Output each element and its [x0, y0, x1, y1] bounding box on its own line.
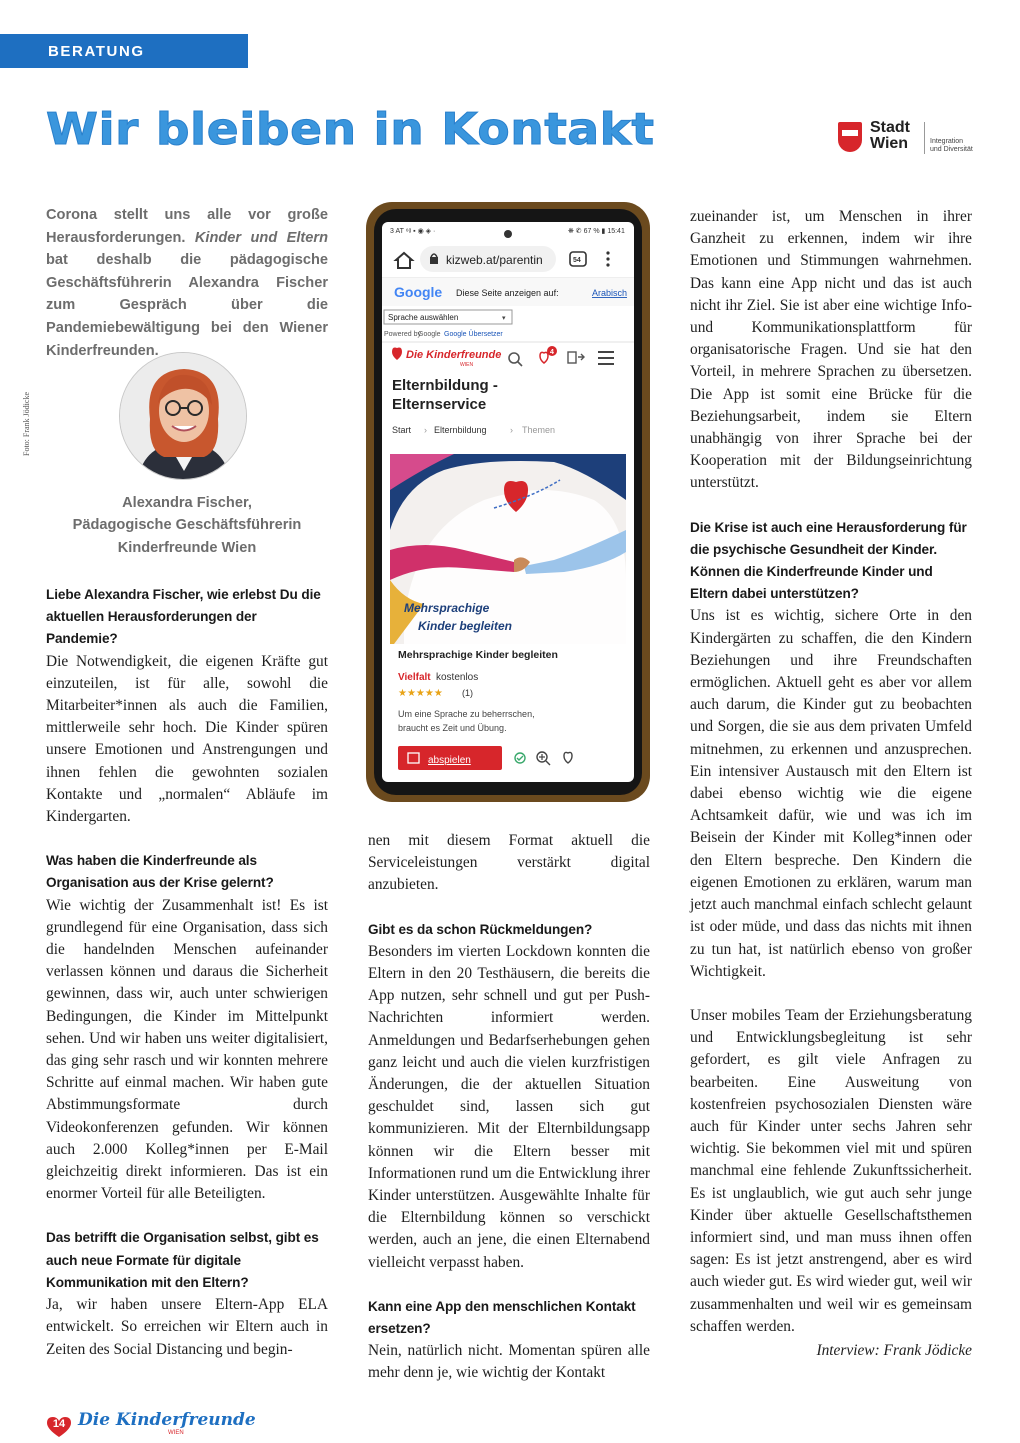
status-left: 3 AT ⁶ᵍ ▪ ◉ ◈ · [390, 228, 436, 235]
portrait-caption [46, 492, 328, 559]
card-desc-line1: Um eine Sprache zu beherrschen, [398, 709, 535, 719]
vienna-shield-icon [838, 122, 862, 152]
answer: Die Notwendigkeit, die eigenen Kräfte gut einzuteilen, ist für alle, sowohl die Mitarbeiter*innen als auch die Familien, mittlerweile sehr hoch. Die Kinder spüren unsere Emotionen und Anstrengungen und ihnen fehlen die gewohnten sozialen Kontakte und „normalen“ Abläufe im Kindergarten. [46, 652, 328, 826]
card-desc-line2: braucht es Zeit und Übung. [398, 723, 507, 733]
answer: Unser mobiles Team der Erziehungsberatung und Entwicklungsbegleitung ist sehr gefordert, es gilt viele Anfragen zu bearbeiten. Eine Ausweitung von kostenfreien psychosozialen Diensten wäre auch für Kinder unter sechs Jahren sehr wichtig. Sie bekommen viel mit und spüren manchmal eine fehlende Zukunftssicherheit. Es ist unglaublich, wie gut auch sehr junge Kinder über aktuelle Gesellschaftsthemen informiert sind, und man muss ihnen offen sagen: Es ist jetzt anstrengend, aber es wird auch wieder gut. Es wird wieder gut, weil wir zusammenhalten und weil wir es gemeinsam schaffen werden. [690, 1006, 972, 1335]
card-price: kostenlos [436, 672, 479, 683]
breadcrumb-elternbildung[interactable]: Elternbildung [434, 425, 487, 435]
answer: Uns ist es wichtig, sichere Orte in den Kindergärten zu schaffen, die den Kindern Beziehungen und ihre Freundschaften ermöglichen. Aktuell geht es aber vor allem auch darum, die Kinder gut zu beobachten und Sorgen, die sie aus dem privaten Umfeld mitnehmen, zu erkennen und anzusprechen. Ein intensiver Austausch mit den Eltern ist dabei ebenso wichtig wie die eigene Achtsamkeit dafür, wie und was ich im Beisein der Kinder mit Kolleg*innen oder den Eltern bespreche. Den Kindern die eigenen Emotionen zu erklären, warum man jetzt auch manchmal einfach schlecht gelaunt ist oder müde, und dass das nichts mit ihnen zu tun hat, ist natürlich ebenso von großer Wichtigkeit. [690, 607, 972, 980]
logo-city-name: Stadt Wien [870, 119, 910, 152]
footer-brand-sub: WIEN [168, 1430, 184, 1436]
interview-credit: Interview: Frank Jödicke [816, 1342, 972, 1359]
translate-prompt: Diese Seite anzeigen auf: [456, 288, 559, 298]
question: Gibt es da schon Rückmeldungen? [368, 921, 593, 937]
phone-photo [364, 200, 652, 804]
breadcrumb-themen: Themen [522, 425, 556, 435]
site-brand: Die Kinderfreunde [406, 349, 502, 361]
footer-brand: Die Kinderfreunde [78, 1410, 256, 1430]
caption-name: Alexandra Fischer, [122, 495, 252, 511]
rating-count: (1) [462, 688, 473, 698]
powered-by-label: Powered by [384, 331, 421, 338]
svg-text:›: › [424, 425, 427, 435]
answer-continued: zueinander ist, um Menschen in ihrer Ganzheit zu erkennen, indem wir ihre Emotionen und Stimmungen wahrnehmen. Das kann eine App nicht und das ist auch nicht ihr Ziel. Sie ist aber eine wichtige Info- und Kommunikationsplattform für organisatorische Fragen. Und sie hat den Vorteil, in mehrere Sprachen zu übersetzen. Die App ist somit eine Brücke für die Beziehungsarbeit, indem sie Eltern unabhängig von ihrer Sprache bei der Kooperation mit der Bildungseinrichtung unterstützt. [690, 208, 972, 492]
stadt-wien-logo [838, 118, 978, 162]
svg-text:›: › [510, 425, 513, 435]
tabs-count: 54 [573, 257, 581, 264]
portrait-illustration [120, 353, 247, 480]
card-title: Mehrsprachige Kinder begleiten [398, 649, 558, 661]
question: Kann eine App den menschlichen Kontakt ersetzen? [368, 1298, 636, 1337]
question: Das betrifft die Organisation selbst, gibt es auch neue Formate für digitale Kommunikation mit den Eltern? [46, 1230, 319, 1290]
phone-screenshot [364, 200, 652, 804]
answer: Wie wichtig der Zusammenhalt ist! Es ist grundlegend für eine Organisation, dass sich die handelnden Menschen aufeinander verlassen können und daraus die Sicherheit gewinnen, dass wir, auch unter schwierigen Bedingungen, die Kinder im Mittelpunkt sehen. Und wir haben uns weiter digitalisiert, das ging sehr rasch und wir konnten mehrere Schritte auf einmal machen. Wir haben gute Abstimmungsformate durch Videokonferenzen gefunden. Wir können auch 2.000 Kolleg*innen per E-Mail gleichzeitig direkt informieren. Das ist ein enormer Vorteil für alle Beteiligten. [46, 896, 328, 1203]
column-2 [368, 830, 650, 1385]
google-translate-link[interactable]: Google Übersetzer [444, 331, 503, 338]
caption-role: Pädagogische Geschäftsführerin [72, 517, 302, 534]
banner-title-line1: Mehrsprachige [404, 601, 490, 615]
card-provider: Vielfalt [398, 672, 431, 683]
powered-google: Google [418, 331, 441, 338]
answer: Ja, wir haben unsere Eltern-App ELA entwickelt. So erreichen wir Eltern auch in Zeiten des Social Distancing und begin- [46, 1296, 328, 1358]
page-number: 14 [52, 1418, 66, 1430]
page-title-line1: Elternbildung - [392, 377, 498, 394]
answer: Besonders im vierten Lockdown konnten die Eltern in den 20 Testhäusern, die bereits die App nutzen, sehr schnell und gut per Push-Nachrichten informiert werden. Anmeldungen und Bedarfserhebungen gehen ganz leicht und auch die vielen kurzfristigen Änderungen, die der aktuellen Situation geschuldet sind, lassen sich gut kommunizieren. Mit der Elternbildungsapp können wir die Eltern besser mit Informationen rund um die Entwicklung ihrer Kinder unterstützen. Ausgewählte Inhalte für die Elternbildung können so verschickt werden, auch an jene, die einen Elternabend vielleicht verpasst haben. [368, 942, 650, 1271]
page-headline: Wir bleiben in Kontakt [46, 104, 655, 155]
google-label: Google [394, 284, 443, 300]
language-select-label: Sprache auswählen [388, 313, 459, 322]
breadcrumb-start[interactable]: Start [392, 425, 412, 435]
translate-language-link[interactable]: Arabisch [592, 288, 628, 298]
play-button-label: abspielen [428, 755, 471, 766]
column-1 [46, 584, 328, 1361]
answer-continued: nen mit diesem Format aktuell die Serviceleistungen verstärkt digital anzubieten. [368, 832, 650, 894]
menu-kebab-icon[interactable] [606, 251, 609, 266]
logo-divider [924, 122, 925, 154]
column-3 [690, 206, 972, 1338]
favorites-badge: 4 [550, 349, 554, 356]
caption-org: Kinderfreunde Wien [117, 539, 257, 556]
page-title-line2: Elternservice [392, 396, 487, 413]
url-text[interactable]: kizweb.at/parentin [446, 253, 543, 267]
section-label: BERATUNG [0, 34, 248, 68]
site-brand-sub: WIEN [460, 362, 474, 368]
question: Liebe Alexandra Fischer, wie erlebst Du die aktuellen Herausforderungen der Pandemie? [46, 587, 321, 647]
intro-lead: Corona stellt uns alle vor große Herausforderungen. Kinder und Eltern bat deshalb die pädagogische Geschäftsführerin Alexandra Fischer zum Gespräch über die Pandemiebewältigung bei den Wiener Kinderfreunden. [46, 207, 328, 359]
answer: Nein, natürlich nicht. Momentan spüren alle mehr denn je, wie wichtig der Kontakt [368, 1342, 650, 1382]
chevron-down-icon: ▾ [502, 315, 506, 322]
rating-stars: ★★★★★ [398, 688, 443, 699]
banner-title-line2: Kinder begleiten [418, 619, 513, 633]
logo-subtitle: Integration und Diversität [930, 138, 973, 153]
portrait-photo [119, 352, 247, 480]
question: Was haben die Kinderfreunde als Organisation aus der Krise gelernt? [46, 853, 274, 891]
photo-credit: Foto: Frank Jödicke [22, 392, 31, 456]
status-right: ❋ ✆ 67 % ▮ 15:41 [568, 228, 625, 235]
question: Die Krise ist auch eine Herausforderung für die psychische Gesundheit der Kinder. Können die Kinderfreunde Kinder und Eltern dabei unterstützen? [690, 519, 967, 602]
